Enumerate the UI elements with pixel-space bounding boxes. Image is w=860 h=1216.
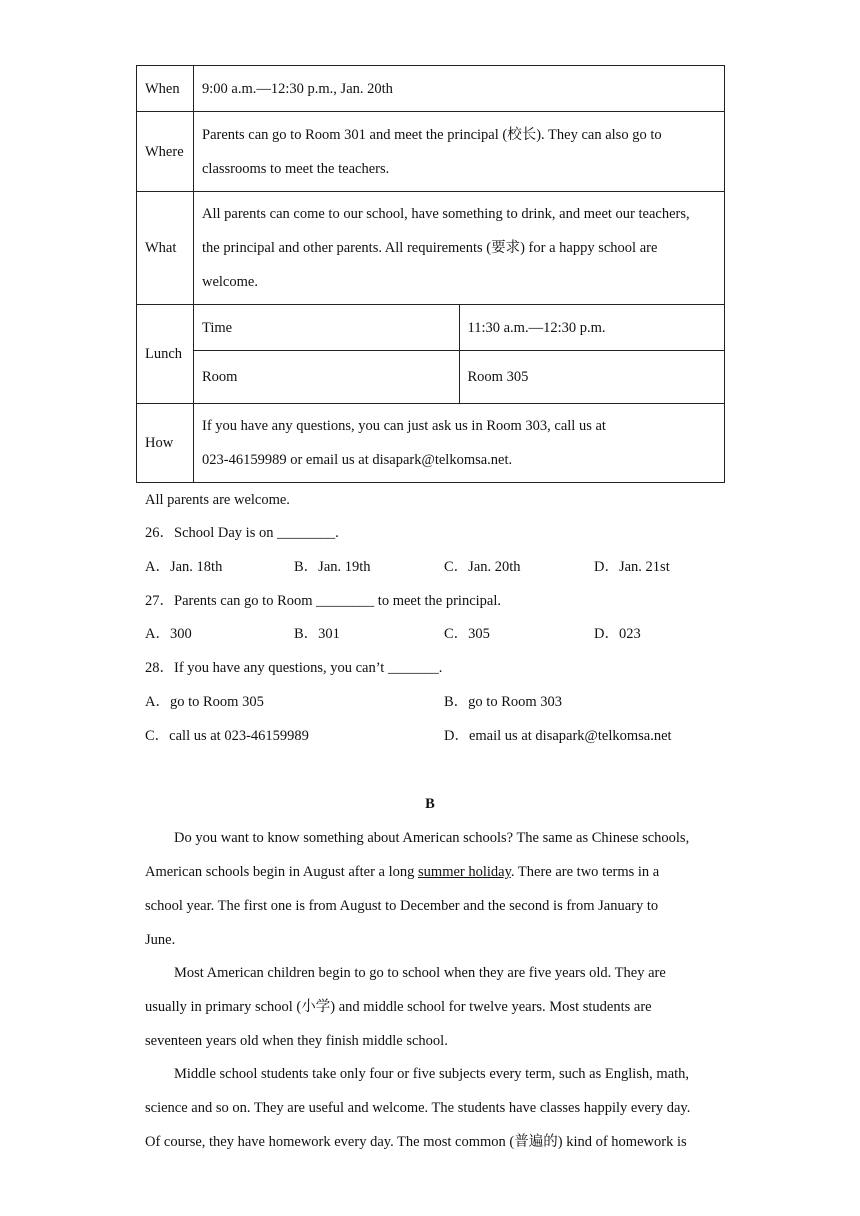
where-line-2: classrooms to meet the teachers.	[202, 160, 390, 177]
question-28-option-d: D．email us at disapark@telkomsa.net	[444, 728, 672, 744]
lunch-label: Lunch	[137, 305, 194, 404]
question-27-option-c: C．305	[444, 626, 490, 642]
what-line-3: welcome.	[202, 274, 258, 290]
question-26-option-a: A．Jan. 18th	[145, 559, 223, 575]
p3-line-1: Middle school students take only four or five subjects every term, such as English, math,	[174, 1066, 690, 1082]
closing-text: All parents are welcome.	[145, 492, 290, 508]
question-27-option-d: D．023	[594, 626, 641, 642]
question-26-option-d: D．Jan. 21st	[594, 559, 670, 575]
question-28-option-a: A．go to Room 305	[145, 694, 264, 710]
how-line-2: 023-46159989 or email us at disapark@telkomsa.net.	[202, 452, 513, 468]
passage-paragraph-3	[145, 1057, 725, 1159]
what-line-1: All parents can come to our school, have something to drink, and meet our teachers,	[202, 206, 690, 222]
where-line-1: Parents can go to Room 301 and meet the principal (校长). They can also go to	[202, 126, 662, 143]
p1-line-1: Do you want to know something about American schools? The same as Chinese schools,	[174, 830, 690, 846]
lunch-room-label: Room	[194, 351, 460, 404]
question-26-stem: 26．School Day is on ________.	[145, 525, 339, 541]
where-label: Where	[137, 112, 194, 192]
question-26-option-c: C．Jan. 20th	[444, 559, 521, 575]
underlined-term: summer holiday	[418, 864, 511, 880]
lunch-time-value: 11:30 a.m.—12:30 p.m.	[459, 305, 725, 351]
p1-line-2	[145, 855, 725, 889]
table-row-when	[137, 66, 725, 112]
p3-line-2: science and so on. They are useful and welcome. The students have classes happily every day.	[145, 1100, 691, 1116]
passage-paragraph-2	[145, 956, 725, 1058]
p1-line-4: June.	[145, 932, 176, 948]
table-row-lunch-time	[137, 305, 725, 351]
p2-line-1: Most American children begin to go to school when they are five years old. They are	[174, 965, 666, 981]
when-label: When	[137, 66, 194, 112]
question-27-option-a: A．300	[145, 626, 192, 642]
p3-line-3: Of course, they have homework every day. The most common (普遍的) kind of homework is	[145, 1134, 687, 1150]
table-row-where	[137, 112, 725, 192]
what-line-2: the principal and other parents. All requirements (要求) for a happy school are	[202, 240, 658, 256]
how-value	[194, 404, 725, 483]
question-26-option-b: B．Jan. 19th	[294, 559, 371, 575]
p1-line-2-after: . There are two terms in a	[510, 864, 660, 880]
passage-paragraph-1	[145, 821, 725, 957]
table-row-what	[137, 192, 725, 305]
question-28-stem: 28．If you have any questions, you can’t _______.	[145, 660, 443, 676]
p1-line-2-before: American schools begin in August after a long	[145, 864, 419, 880]
when-value: 9:00 a.m.—12:30 p.m., Jan. 20th	[194, 66, 725, 112]
p2-line-3: seventeen years old when they finish middle school.	[145, 1033, 448, 1049]
p1-line-3: school year. The first one is from August to December and the second is from January to	[145, 898, 659, 914]
what-value	[194, 192, 725, 305]
section-b-heading: B	[425, 796, 435, 812]
school-day-table	[136, 65, 725, 483]
question-27-option-b: B．301	[294, 626, 340, 642]
table-row-lunch-room	[137, 351, 725, 404]
how-label: How	[137, 404, 194, 483]
p2-line-2: usually in primary school (小学) and middle school for twelve years. Most students are	[145, 999, 652, 1015]
question-28-option-c: C．call us at 023-46159989	[145, 728, 309, 744]
what-label: What	[137, 192, 194, 305]
table-row-how	[137, 404, 725, 483]
question-27-stem: 27．Parents can go to Room ________ to meet the principal.	[145, 593, 501, 609]
how-line-1: If you have any questions, you can just ask us in Room 303, call us at	[202, 418, 606, 434]
lunch-time-label: Time	[194, 305, 460, 351]
lunch-room-value: Room 305	[459, 351, 725, 404]
where-value	[194, 112, 725, 192]
question-28-option-b: B．go to Room 303	[444, 694, 563, 710]
